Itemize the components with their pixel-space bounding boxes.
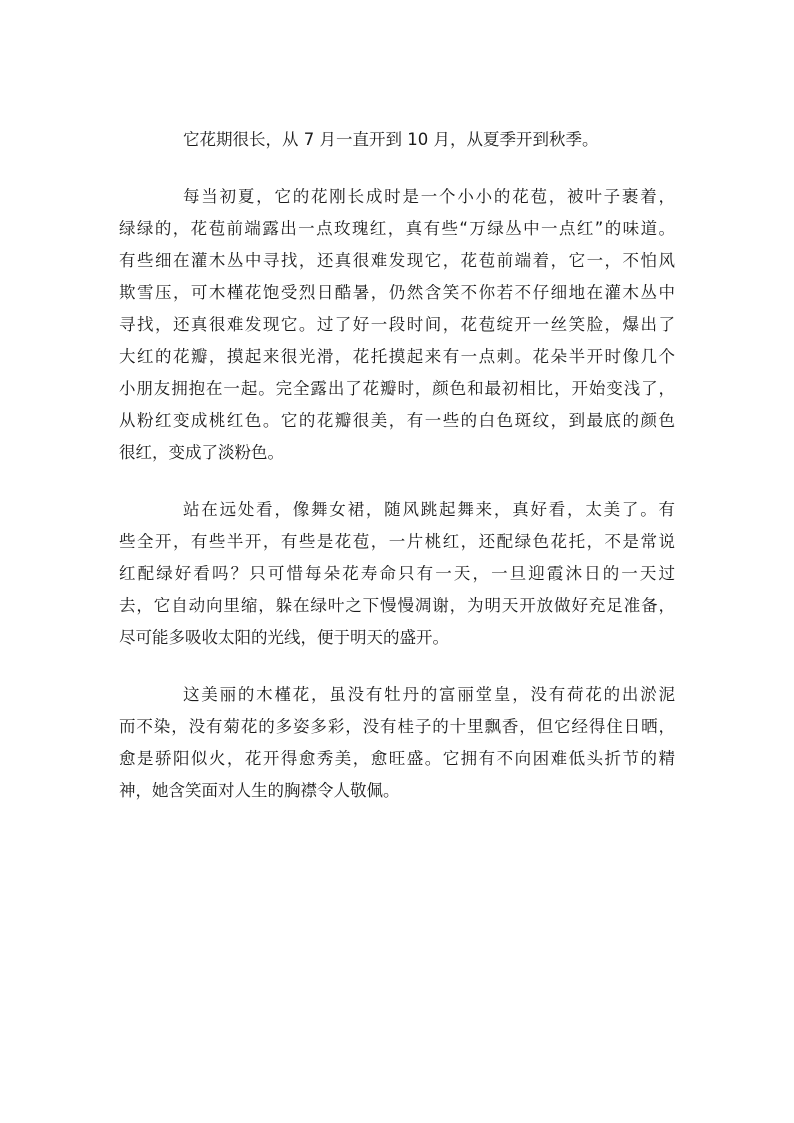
text-line: 大红的花瓣，摸起来很光滑，花托摸起来有一点刺。花朵半开时像几个 (119, 347, 675, 366)
text-line: 绿绿的，花苞前端露出一点玫瑰红，真有些“万绿丛中一点红”的味道。 (119, 219, 675, 238)
text-line: 尽可能多吸收太阳的光线，便于明天的盛开。 (119, 628, 449, 647)
paragraph-4 (119, 679, 675, 807)
text-line: 这美丽的木槿花，虽没有牡丹的富丽堂皇，没有荷花的出淤泥 (183, 685, 675, 704)
text-line: 些全开，有些半开，有些是花苞，一片桃红，还配绿色花托，不是常说 (119, 532, 675, 551)
text-line: 红配绿好看吗？只可惜每朵花寿命只有一天，一旦迎霞沐日的一天过 (119, 564, 675, 583)
paragraph-2 (119, 181, 675, 469)
article-body (119, 124, 675, 832)
text-line: 每当初夏，它的花刚长成时是一个小小的花苞，被叶子裹着， (183, 187, 675, 206)
text-line: 站在远处看，像舞女裙，随风跳起舞来，真好看，太美了。有 (183, 500, 675, 519)
text-line: 很红，变成了淡粉色。 (119, 443, 284, 462)
paragraph-3 (119, 494, 675, 654)
text-line: 欺雪压，可木槿花饱受烈日酷暑，仍然含笑不你若不仔细地在灌木丛中 (119, 283, 675, 302)
text-line: 寻找，还真很难发现它。过了好一段时间，花苞绽开一丝笑脸，爆出了 (119, 315, 675, 334)
text-line: 从粉红变成桃红色。它的花瓣很美，有一些的白色斑纹，到最底的颜色 (119, 411, 675, 430)
text-line: 去，它自动向里缩，躲在绿叶之下慢慢凋谢，为明天开放做好充足准备， (119, 596, 675, 615)
text-line: 愈是骄阳似火，花开得愈秀美，愈旺盛。它拥有不向困难低头折节的精 (119, 749, 675, 768)
paragraph-1 (119, 124, 675, 156)
text-line: 小朋友拥抱在一起。完全露出了花瓣时，颜色和最初相比，开始变浅了， (119, 379, 675, 398)
text-line: 而不染，没有菊花的多姿多彩，没有桂子的十里飘香，但它经得住日晒， (119, 717, 675, 736)
text-line: 有些细在灌木丛中寻找，还真很难发现它，花苞前端着，它一，不怕风 (119, 251, 675, 270)
text-line: 它花期很长，从 7 月一直开到 10 月，从夏季开到秋季。 (183, 130, 599, 149)
text-line: 神，她含笑面对人生的胸襟令人敬佩。 (119, 781, 400, 800)
